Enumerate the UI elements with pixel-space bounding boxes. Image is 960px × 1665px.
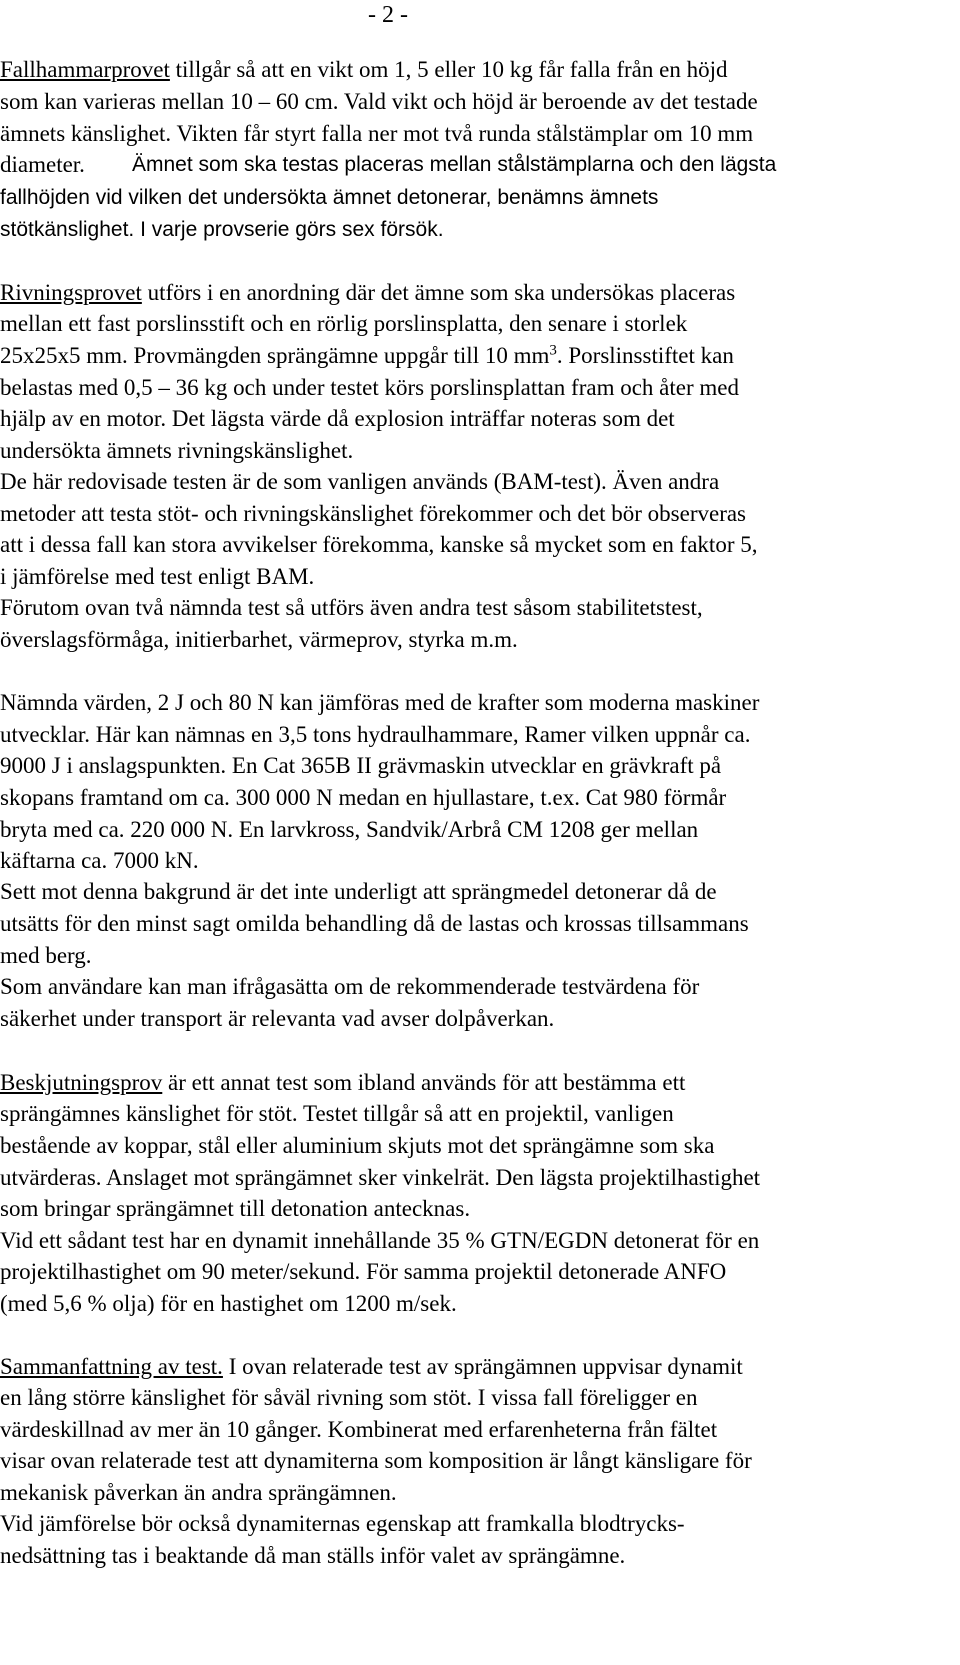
text-line: utvecklar. Här kan nämnas en 3,5 tons hydraulhammare, Ramer vilken uppnår ca.: [0, 722, 751, 747]
text-line: 25x25x5 mm. Provmängden sprängämne uppgår till 10 $mm^3$. Porslinsstiftet kan: [0, 342, 734, 368]
text-line: mellan ett fast porslinsstift och en rörlig porslinsplatta, den senare i storlek: [0, 311, 688, 336]
text-line: i jämförelse med test enligt BAM.: [0, 564, 315, 589]
text-line: som kan varieras mellan 10 – 60 cm. Vald vikt och höjd är beroende av det testade: [0, 89, 758, 114]
text-line: ämnets känslighet. Vikten får styrt falla ner mot två runda stålstämplar om 10 mm: [0, 121, 754, 146]
text-line: 9000 J i anslagspunkten. En Cat 365B II grävmaskin utvecklar en grävkraft på: [0, 753, 722, 778]
text-line: metoder att testa stöt- och rivningskänslighet förekommer och det bör observeras: [0, 501, 747, 526]
text-line: fallhöjden vid vilken det undersökta ämnet detonerar, benämns ämnets: [0, 186, 659, 209]
text-line: med berg.: [0, 943, 92, 968]
heading-fallhammarprovet: Fallhammarprovet: [0, 57, 170, 82]
text-line: Beskjutningsprov är ett annat test som ibland används för att bestämma ett: [0, 1070, 686, 1095]
heading-rivningsprovet: Rivningsprovet: [0, 280, 142, 305]
text-line: De här redovisade testen är de som vanligen används (BAM-test). Även andra: [0, 469, 720, 494]
text-line: projektilhastighet om 90 meter/sekund. För samma projektil detonerade ANFO: [0, 1259, 727, 1284]
text-line: Som användare kan man ifrågasätta om de rekommenderade testvärdena för: [0, 974, 700, 999]
text-line: skopans framtand om ca. 300 000 N medan en hjullastare, t.ex. Cat 980 förmår: [0, 785, 727, 810]
text-line: att i dessa fall kan stora avvikelser förekomma, kanske så mycket som en faktor 5,: [0, 532, 758, 557]
text-line: Vid jämförelse bör också dynamiternas egenskap att framkalla blodtrycks-: [0, 1511, 685, 1536]
text-line: överslagsförmåga, initierbarhet, värmeprov, styrka m.m.: [0, 627, 518, 652]
text-line: värdeskillnad av mer än 10 gånger. Kombinerat med erfarenheterna från fältet: [0, 1417, 718, 1442]
text-line: belastas med 0,5 – 36 kg och under testet körs porslinsplattan fram och åter med: [0, 375, 739, 400]
text-line: Vid ett sådant test har en dynamit innehållande 35 % GTN/EGDN detonerat för en: [0, 1228, 760, 1253]
text-line: Sammanfattning av test. I ovan relaterade test av sprängämnen uppvisar dynamit: [0, 1354, 743, 1379]
page-number: - 2 -: [368, 2, 408, 28]
text-line: (med 5,6 % olja) för en hastighet om 1200 m/sek.: [0, 1291, 457, 1316]
text-line: en lång större känslighet för såväl rivning som stöt. I vissa fall föreligger en: [0, 1385, 698, 1410]
text-line: käftarna ca. 7000 kN.: [0, 848, 199, 873]
text-line: sprängämnes känslighet för stöt. Testet tillgår så att en projektil, vanligen: [0, 1101, 674, 1126]
text-line: bestående av koppar, stål eller aluminium skjuts mot det sprängämne som ska: [0, 1133, 715, 1158]
text-line: som bringar sprängämnet till detonation antecknas.: [0, 1196, 471, 1221]
heading-sammanfattning: Sammanfattning av test.: [0, 1354, 223, 1379]
text-line: bryta med ca. 220 000 N. En larvkross, Sandvik/Arbrå CM 1208 ger mellan: [0, 817, 699, 842]
text-line: Förutom ovan två nämnda test så utförs även andra test såsom stabilitetstest,: [0, 595, 703, 620]
text-line: mekanisk påverkan än andra sprängämnen.: [0, 1480, 397, 1505]
text-line: nedsättning tas i beaktande då man ställs inför valet av sprängämne.: [0, 1543, 626, 1568]
text-line: diameter.: [0, 152, 85, 177]
text-line: Nämnda värden, 2 J och 80 N kan jämföras med de krafter som moderna maskiner: [0, 690, 760, 715]
text-line: Fallhammarprovet tillgår så att en vikt om 1, 5 eller 10 kg får falla från en höjd: [0, 57, 728, 82]
text-line: undersökta ämnets rivningskänslighet.: [0, 438, 354, 463]
heading-beskjutningsprov: Beskjutningsprov: [0, 1070, 163, 1095]
text-line: stötkänslighet. I varje provserie görs sex försök.: [0, 218, 444, 241]
text-line: Rivningsprovet utförs i en anordning där det ämne som ska undersökas placeras: [0, 280, 736, 305]
text-line: hjälp av en motor. Det lägsta värde då explosion inträffar noteras som det: [0, 406, 675, 431]
text-line: säkerhet under transport är relevanta vad avser dolpåverkan.: [0, 1006, 555, 1031]
text-line: Sett mot denna bakgrund är det inte underligt att sprängmedel detonerar då de: [0, 879, 717, 904]
text-line: Ämnet som ska testas placeras mellan stålstämplarna och den lägsta: [132, 153, 777, 176]
text-line: visar ovan relaterade test att dynamiterna som komposition är långt känsligare för: [0, 1448, 752, 1473]
text-line: utsätts för den minst sagt omilda behandling då de lastas och krossas tillsammans: [0, 911, 749, 936]
text-line: utvärderas. Anslaget mot sprängämnet sker vinkelrät. Den lägsta projektilhastighet: [0, 1165, 761, 1190]
